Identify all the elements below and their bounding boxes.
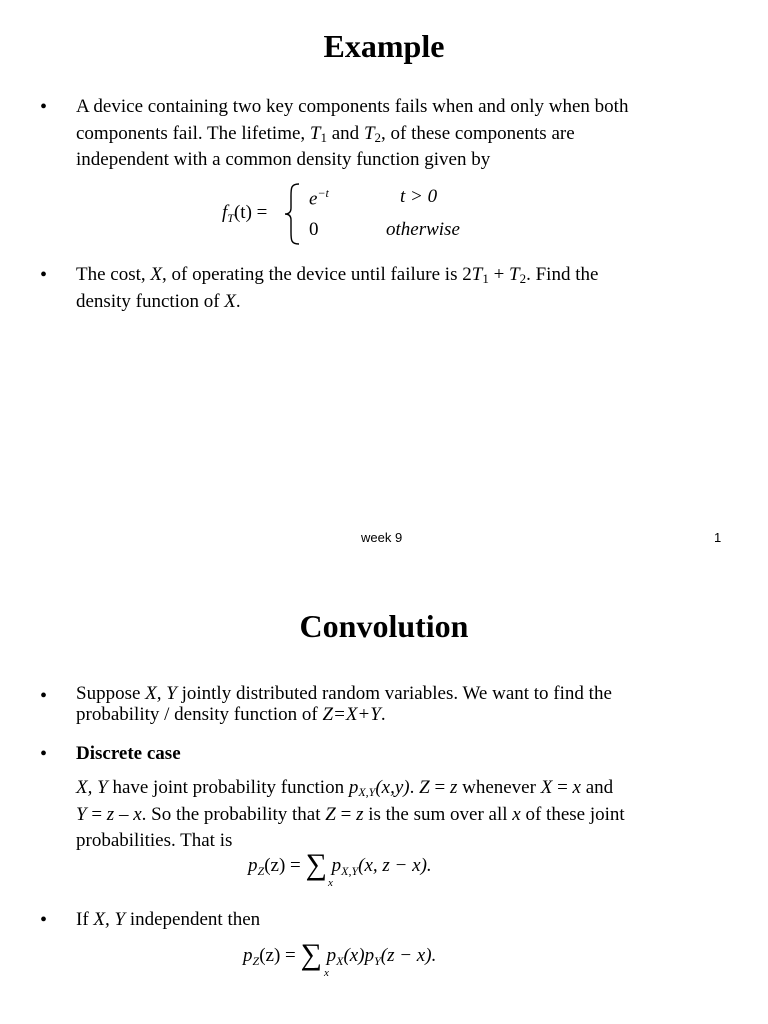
slide-title: Convolution bbox=[299, 608, 469, 644]
bullet-text: The cost, X, of operating the device until failure is $2T_1 + T_2$. Find the density function of X. bbox=[76, 264, 599, 312]
sum-index: x bbox=[324, 967, 329, 979]
bullet-text: If X, Y independent then bbox=[76, 909, 261, 930]
slide-2: Convolution • Suppose X, Y jointly distributed random variables. We want to find the probability / density function of Z=X+Y. • Discrete case X, Y have joint probability function $p_{X,Y}(x,y)$. Z = z whenever X = x and Y = z – x. So the probability that Z = z is the sum over all x of these joint probabilities. That is $p_Z(z)$ = ∑ $p_{X,Y}(x$, z − x). x • If X, Y independent then $p_Z(z)$ = ∑ $p_X(x)p_Y(z - x)$. x bbox=[0, 560, 768, 1024]
bullet-marker: • bbox=[40, 685, 48, 707]
case-1-condition: t > 0 bbox=[400, 186, 438, 207]
page-number: 1 bbox=[714, 530, 722, 545]
slide-title: Example bbox=[323, 28, 445, 64]
bullet-text: A device containing two key components fails when and only when both components fail. The lifetime, $T_1$ and $T_2$, of these components are independent with a common density function given by bbox=[76, 96, 629, 170]
sum-symbol: ∑ bbox=[305, 848, 327, 881]
discrete-case-text: X, Y have joint probability function $p_{X,Y}(x,y)$. Z = z whenever X = x and Y = z – x. So the probability that Z = z is the sum over all x of these joint probabilities. That is bbox=[76, 777, 625, 851]
bullet-marker: • bbox=[40, 743, 48, 765]
bullet-marker: • bbox=[40, 264, 48, 286]
sum-symbol: ∑ bbox=[300, 938, 322, 971]
left-brace bbox=[283, 182, 303, 246]
discrete-case-label: Discrete case bbox=[76, 743, 181, 764]
case-2-value: 0 bbox=[309, 219, 319, 240]
bullet-marker: • bbox=[40, 909, 48, 931]
bullet-marker: • bbox=[40, 96, 48, 118]
formula-lhs: $f_T(t)$ = bbox=[222, 202, 268, 225]
case-2-condition: otherwise bbox=[386, 219, 460, 240]
sum-index: x bbox=[328, 877, 333, 889]
bullet-text: Suppose X, Y jointly distributed random variables. We want to find the probability / density function of Z=X+Y. bbox=[76, 683, 612, 725]
footer-label: week 9 bbox=[361, 530, 403, 545]
case-1-value: $e^{-t}$ bbox=[309, 186, 329, 210]
